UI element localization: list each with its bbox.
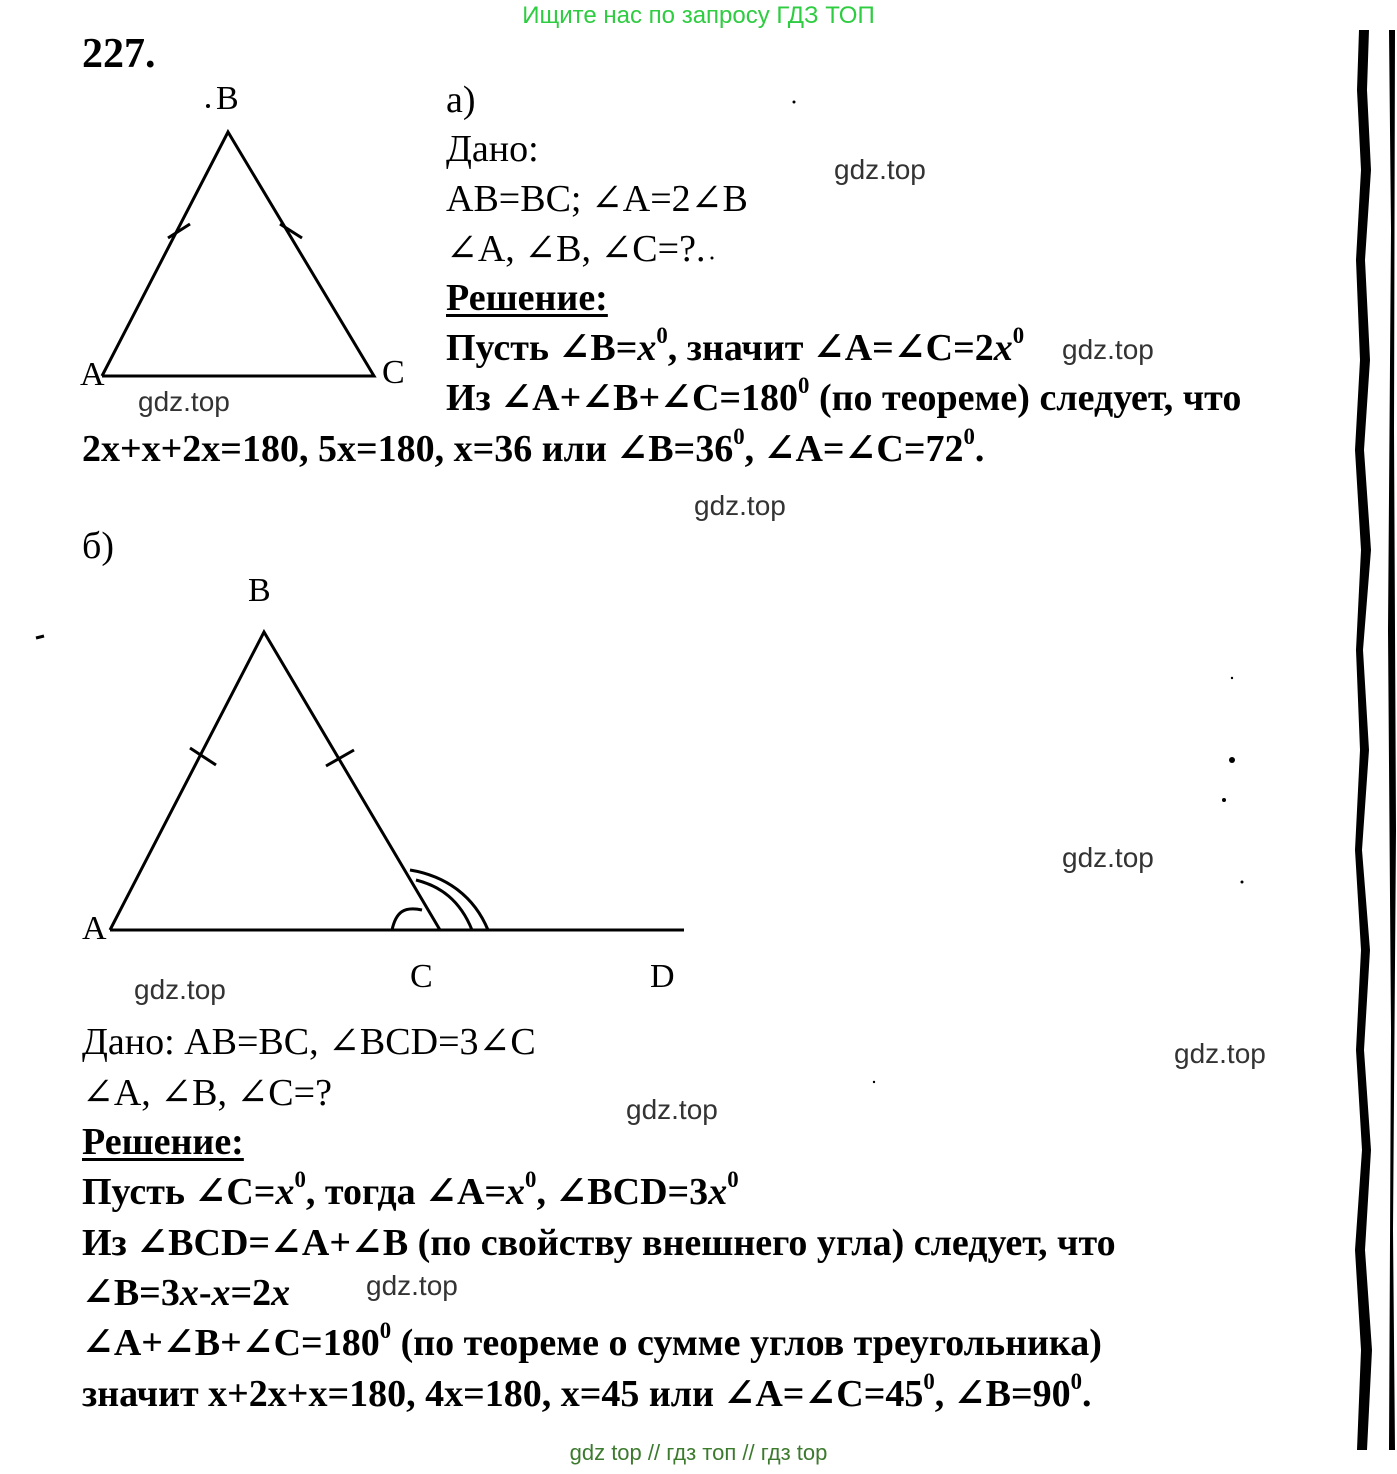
part-b-label: б) <box>82 525 114 567</box>
watermark: gdz.top <box>626 1094 718 1125</box>
footer-links[interactable]: gdz top // гдз топ // гдз top <box>569 1440 828 1465</box>
part-b-solution-line-4: $\angle A+\angle B+\angle C=180^0$ (по теореме о сумме углов треугольника) <box>82 1317 1102 1364</box>
part-a-solution-line-2: Из $\angle A+\angle B+\angle C=180^0$ (по теореме) следует, что <box>446 372 1242 419</box>
part-b-given: Дано: AB=BC, ∠BCD=3∠C <box>82 1021 536 1063</box>
part-b-solution-line-1: Пусть $\angle C=x^0$, тогда $\angle A=x^0$, $\angle BCD=3x^0$ <box>82 1166 739 1213</box>
part-a-solution-line-3: 2x+x+2x=180, 5x=180, x=36 или $\angle B=36^0$, $\angle A=\angle C=72^0$. <box>82 423 985 470</box>
part-a-given-header: Дано: <box>446 128 539 170</box>
vertex-b-b: B <box>248 572 271 609</box>
watermark: gdz.top <box>1062 842 1154 873</box>
part-b-solution-header: Решение: <box>82 1121 244 1163</box>
top-banner[interactable]: Ищите нас по запросу ГДЗ ТОП <box>522 2 875 29</box>
watermark: gdz.top <box>834 154 926 185</box>
watermark: gdz.top <box>1062 334 1154 365</box>
vertex-b-a: A <box>82 910 107 947</box>
vertex-b-c: C <box>410 958 433 995</box>
part-a-solution-line-1: Пусть $\angle B=x^0$, значит $\angle A=\angle C=2x^0$ <box>446 322 1025 369</box>
scan-edge-border <box>1349 30 1397 1450</box>
vertex-b-d: D <box>650 958 675 995</box>
part-b-solution-line-3: ∠B=3x-x=2x <box>82 1272 291 1314</box>
part-b-find: ∠A, ∠B, ∠C=? <box>82 1072 332 1114</box>
vertex-a-b: B <box>216 80 239 117</box>
part-b-solution-line-5: значит x+2x+x=180, 4x=180, x=45 или $\angle A=\angle C=45^0$, $\angle B=90^0$. <box>82 1368 1092 1415</box>
watermark: gdz.top <box>134 974 226 1005</box>
watermark: gdz.top <box>694 490 786 521</box>
vertex-a-a: A <box>80 356 105 393</box>
part-b-solution-line-2: Из ∠BCD=∠A+∠B (по свойству внешнего угла) следует, что <box>82 1222 1116 1264</box>
part-a-given: AB=BC; ∠A=2∠B <box>446 178 748 220</box>
part-a-solution-header: Решение: <box>446 277 608 319</box>
watermark: gdz.top <box>1174 1038 1266 1069</box>
problem-number: 227. <box>82 31 156 77</box>
part-a-label: а) <box>446 79 476 121</box>
vertex-a-c: C <box>382 354 405 391</box>
part-a-find: ∠A, ∠B, ∠C=?. <box>446 228 706 270</box>
watermark: gdz.top <box>138 386 230 417</box>
watermark: gdz.top <box>366 1270 458 1301</box>
